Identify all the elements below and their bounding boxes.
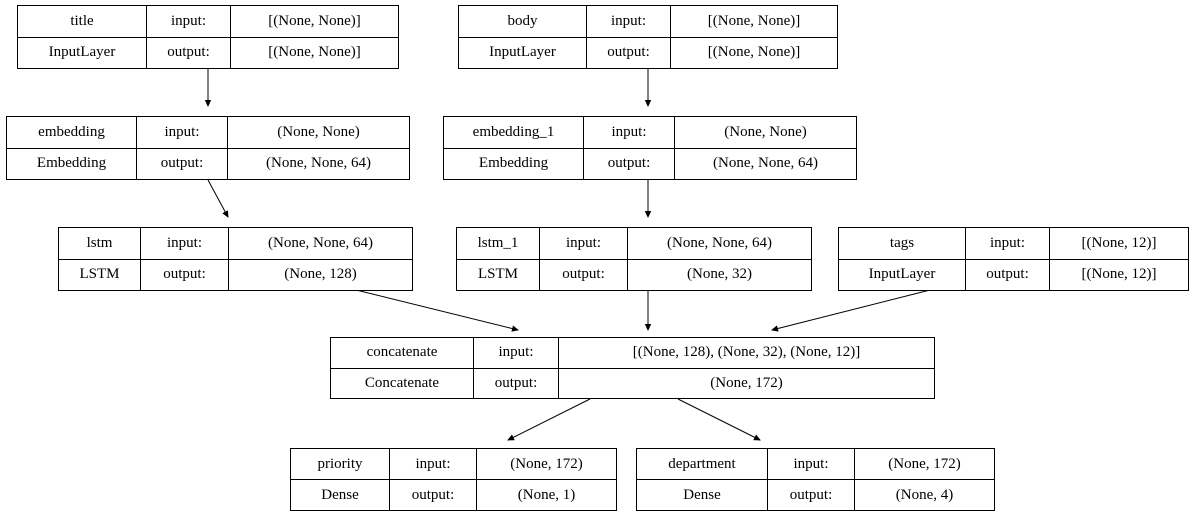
node-department-name: department: [637, 449, 768, 479]
node-title-type: InputLayer: [18, 38, 147, 69]
node-priority-input-shape: (None, 172): [510, 455, 583, 472]
node-tags-name: tags: [839, 228, 966, 259]
node-body[interactable]: [458, 5, 838, 69]
node-tags-output-shape: [(None, 12)]: [1081, 266, 1157, 283]
edge-embedding-lstm: [208, 180, 228, 217]
node-priority[interactable]: [290, 448, 617, 511]
node-embedding_1[interactable]: [443, 116, 857, 180]
node-embedding-name: embedding: [7, 117, 137, 148]
node-title-input-shape: [(None, None)]: [268, 12, 361, 29]
node-embedding-output-shape: (None, None, 64): [266, 155, 371, 172]
node-lstm_1-input-label: input:: [540, 228, 628, 259]
node-concatenate-output-shape: (None, 172): [710, 374, 783, 391]
node-lstm_1[interactable]: [456, 227, 812, 291]
node-embedding_1-name: embedding_1: [444, 117, 584, 148]
node-concatenate[interactable]: [330, 337, 935, 399]
node-title-output-label: output:: [147, 38, 231, 69]
node-embedding-output-label: output:: [137, 149, 228, 180]
edge-concatenate-priority: [508, 399, 590, 440]
node-lstm-input-shape: (None, None, 64): [268, 234, 373, 251]
node-priority-input-label: input:: [390, 449, 477, 479]
node-lstm-name: lstm: [59, 228, 141, 259]
node-lstm-type: LSTM: [59, 260, 141, 291]
node-embedding_1-type: Embedding: [444, 149, 584, 180]
node-concatenate-input-shape: [(None, 128), (None, 32), (None, 12)]: [632, 344, 861, 361]
node-body-input-shape: [(None, None)]: [707, 12, 801, 29]
node-priority-output-shape: (None, 1): [517, 486, 576, 503]
node-title[interactable]: [17, 5, 399, 69]
node-department-type: Dense: [637, 480, 768, 510]
node-embedding_1-input-shape: (None, None): [724, 123, 807, 140]
node-lstm-input-label: input:: [141, 228, 229, 259]
edge-tags-concatenate: [772, 288, 938, 330]
node-lstm_1-output-label: output:: [540, 260, 628, 291]
node-concatenate-input-label: input:: [474, 338, 559, 368]
node-priority-output-label: output:: [390, 480, 477, 510]
node-embedding_1-input-label: input:: [584, 117, 675, 148]
node-embedding-input-shape: (None, None): [277, 123, 360, 140]
node-tags-type: InputLayer: [839, 260, 966, 291]
node-lstm-output-shape: (None, 128): [284, 266, 357, 283]
node-concatenate-type: Concatenate: [331, 369, 474, 399]
node-concatenate-name: concatenate: [331, 338, 474, 368]
node-embedding-input-label: input:: [137, 117, 228, 148]
node-lstm-output-label: output:: [141, 260, 229, 291]
node-tags[interactable]: [838, 227, 1189, 291]
node-body-output-shape: [(None, None)]: [707, 44, 801, 61]
node-department[interactable]: [636, 448, 995, 511]
node-title-input-label: input:: [147, 6, 231, 37]
node-title-output-shape: [(None, None)]: [268, 44, 361, 61]
node-lstm_1-name: lstm_1: [457, 228, 540, 259]
node-priority-name: priority: [291, 449, 390, 479]
node-lstm_1-input-shape: (None, None, 64): [667, 234, 772, 251]
node-embedding_1-output-label: output:: [584, 149, 675, 180]
node-tags-output-label: output:: [966, 260, 1050, 291]
node-body-output-label: output:: [587, 38, 671, 69]
node-priority-type: Dense: [291, 480, 390, 510]
node-concatenate-output-label: output:: [474, 369, 559, 399]
edge-lstm-concatenate: [348, 288, 518, 330]
node-embedding-type: Embedding: [7, 149, 137, 180]
node-lstm[interactable]: [58, 227, 413, 291]
node-department-input-shape: (None, 172): [888, 455, 961, 472]
node-tags-input-label: input:: [966, 228, 1050, 259]
node-tags-input-shape: [(None, 12)]: [1081, 234, 1157, 251]
node-embedding_1-output-shape: (None, None, 64): [713, 155, 818, 172]
node-body-input-label: input:: [587, 6, 671, 37]
node-department-output-shape: (None, 4): [895, 486, 954, 503]
node-lstm_1-type: LSTM: [457, 260, 540, 291]
node-body-type: InputLayer: [459, 38, 587, 69]
node-body-name: body: [459, 6, 587, 37]
node-department-input-label: input:: [768, 449, 855, 479]
node-lstm_1-output-shape: (None, 32): [687, 266, 752, 283]
edge-concatenate-department: [678, 399, 760, 440]
node-department-output-label: output:: [768, 480, 855, 510]
node-embedding[interactable]: [6, 116, 410, 180]
node-title-name: title: [18, 6, 147, 37]
